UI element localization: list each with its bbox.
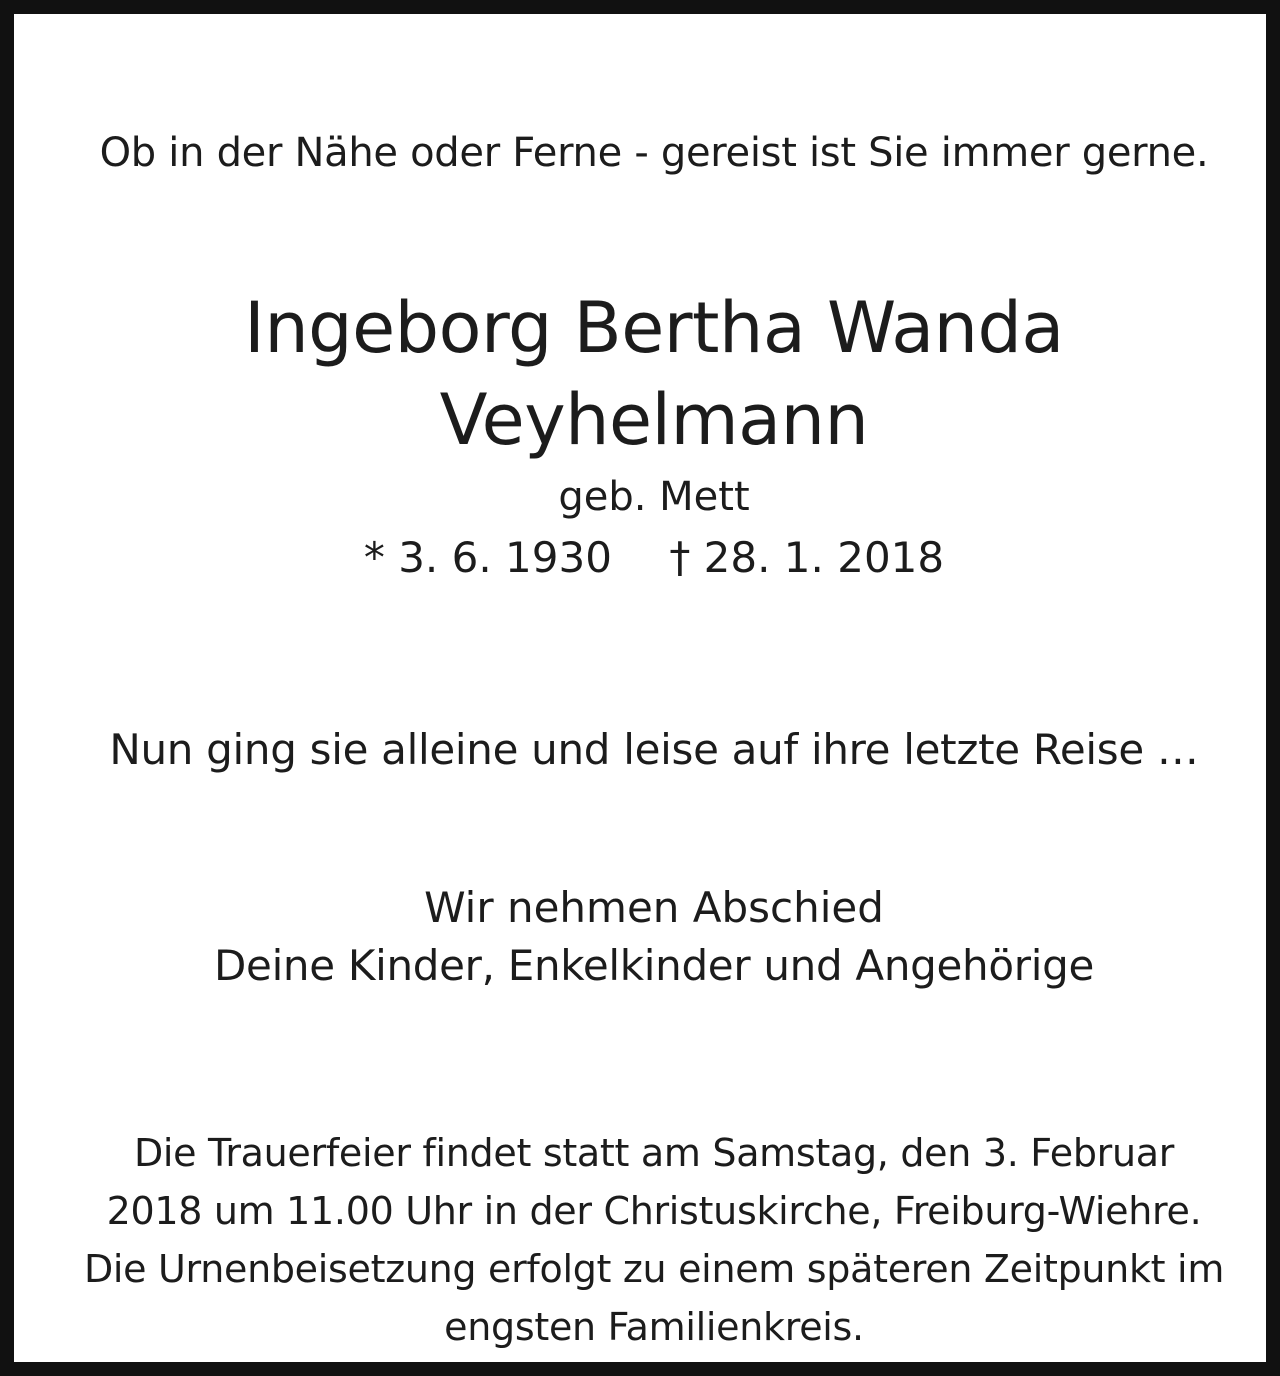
motto-text: Ob in der Nähe oder Ferne - gereist ist Sie immer gerne. xyxy=(99,130,1209,176)
life-dates xyxy=(14,530,1280,586)
deceased-name-line2: Veyhelmann xyxy=(439,379,869,461)
service-notice-line: 2018 um 11.00 Uhr in der Christuskirche, Freiburg-Wiehre. xyxy=(106,1189,1202,1233)
verse-text: Nun ging sie alleine und leise auf ihre letzte Reise … xyxy=(109,725,1199,774)
birth-date: * 3. 6. 1930 xyxy=(363,533,612,582)
farewell-line2: Deine Kinder, Enkelkinder und Angehörige xyxy=(213,941,1095,990)
service-notice-line: Die Urnenbeisetzung erfolgt zu einem späteren Zeitpunkt im xyxy=(83,1247,1225,1291)
death-date: † 28. 1. 2018 xyxy=(669,533,945,582)
farewell-line1: Wir nehmen Abschied xyxy=(424,883,884,932)
service-notice-line: Die Trauerfeier findet statt am Samstag, den 3. Februar xyxy=(133,1131,1175,1175)
maiden-name: geb. Mett xyxy=(558,474,750,520)
deceased-name-line1: Ingeborg Bertha Wanda xyxy=(244,287,1064,369)
service-notice-line: engsten Familienkreis. xyxy=(444,1305,864,1349)
service-notice xyxy=(14,1124,1280,1356)
